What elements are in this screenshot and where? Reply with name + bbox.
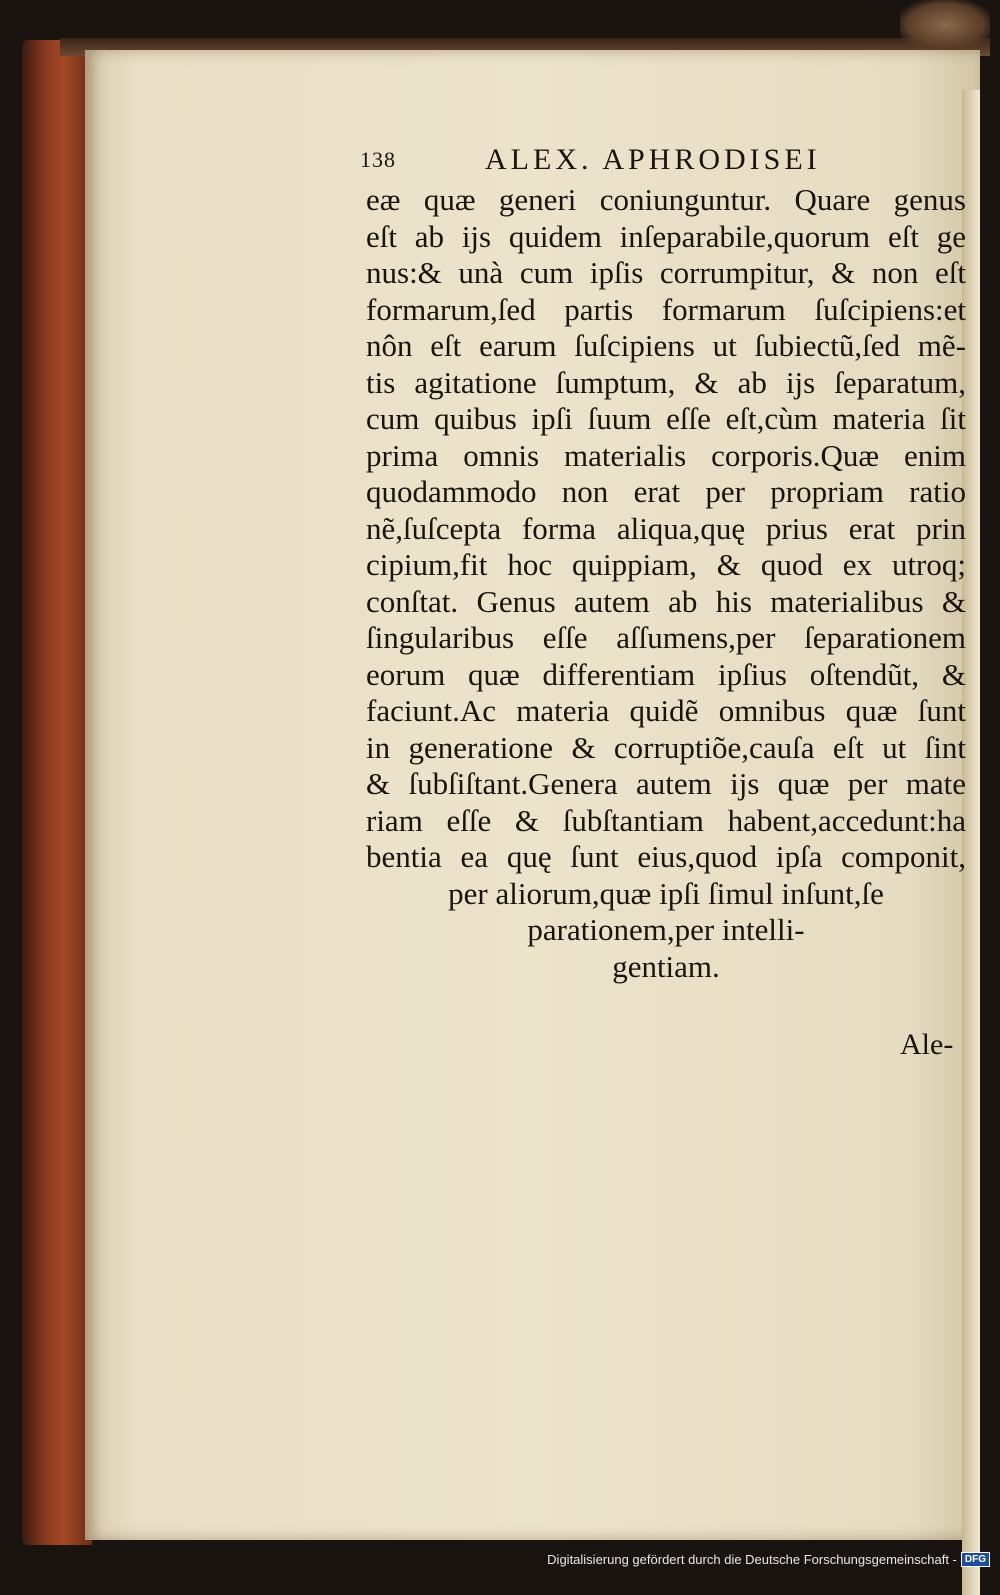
text-line: nẽ,ſuſcepta forma aliqua,quę prius erat prin [366,510,966,546]
tail-line: parationem,per intelli- [527,912,805,947]
text-line: nôn eſt earum ſuſcipiens ut ſubiectũ,ſed mẽ- [366,328,966,363]
text-line: prima omnis materialis corporis.Quæ enim [366,437,966,473]
text-line: eorum quæ differentiam ipſius oſtendũt, & [366,656,966,692]
text-line: riam eſſe & ſubſtantiam habent,accedunt:ha [366,802,966,838]
text-line: tis agitatione ſumptum, & ab ijs ſeparatum, [366,364,966,400]
text-line: cipium,fit hoc quippiam, & quod ex utroq; [366,547,966,582]
digitization-footer [547,1549,990,1569]
text-line: formarum,ſed partis formarum ſuſcipiens:et [366,291,966,327]
text-line: eæ quæ generi coniunguntur. Quare genus [366,182,966,217]
corner-stain [900,0,990,50]
text-line: in generatione & corruptiõe,cauſa eſt ut ſint [366,729,966,765]
catchword: Ale- [900,1028,954,1061]
dfg-logo-icon: DFG [961,1552,990,1567]
tail-line: gentiam. [612,948,720,984]
text-line: ſingularibus eſſe aſſumens,per ſeparationem [366,620,966,655]
text-line: bentia ea quę ſunt eius,quod ipſa componit, [366,839,966,874]
page-header [360,143,960,183]
text-line: nus:& unà cum ipſis corrumpitur, & non eſt [366,255,966,290]
page-number: 138 [360,147,396,172]
text-line: & ſubſiſtant.Genera autem ijs quæ per mate [366,766,966,801]
text-line: conſtat. Genus autem ab his materialibus & [366,583,966,619]
book-binding-edge [22,40,92,1545]
body-text [366,182,966,985]
running-title: ALEX. APHRODISEI [485,143,821,176]
footer-credit: Digitalisierung gefördert durch die Deutsche Forschungsgemeinschaft - [547,1551,957,1567]
text-line: eſt ab ijs quidem inſeparabile,quorum eſt ge [366,218,966,254]
text-line: faciunt.Ac materia quidẽ omnibus quæ ſunt [366,693,966,728]
text-line: quodammodo non erat per propriam ratio [366,474,966,509]
tail-line: per aliorum,quæ ipſi ſimul inſunt,ſe [448,875,884,911]
text-line: cum quibus ipſi ſuum eſſe eſt,cùm materia ſit [366,401,966,436]
